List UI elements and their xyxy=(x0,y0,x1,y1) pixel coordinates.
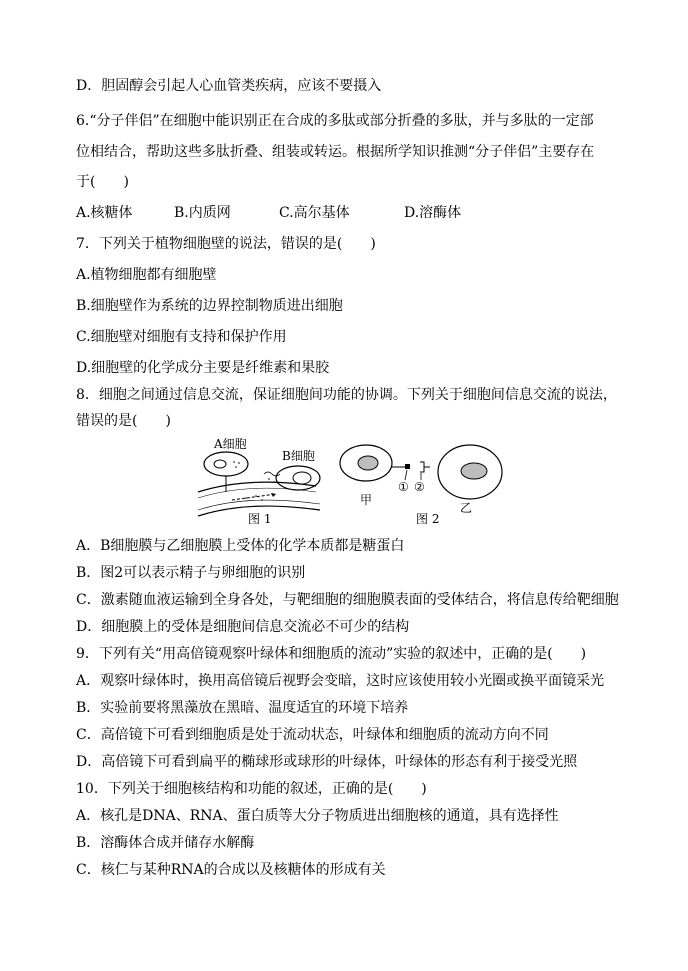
q7-option-d: D.细胞壁的化学成分主要是纤维素和果胶 xyxy=(76,360,330,376)
q6-option-c: C.高尔基体 xyxy=(279,205,350,221)
q6-stem-line3: 于( ) xyxy=(76,174,129,190)
q8-option-d: D．细胞膜上的受体是细胞间信息交流必不可少的结构 xyxy=(76,619,410,635)
q8-option-c: C．激素随血液运输到全身各处，与靶细胞的细胞膜表面的受体结合，将信息传给靶细胞 xyxy=(76,592,619,608)
fig1-label-b-cell: B细胞 xyxy=(282,449,315,463)
q8-option-a: A．B细胞膜与乙细胞膜上受体的化学本质都是糖蛋白 xyxy=(76,538,405,554)
q7-option-b: B.细胞壁作为系统的边界控制物质进出细胞 xyxy=(76,298,343,314)
fig2-cell-jia-nucleus xyxy=(358,456,378,470)
fig1-cell-b xyxy=(276,466,320,490)
q7-option-c: C.细胞壁对细胞有支持和保护作用 xyxy=(76,329,287,345)
fig2-mark-1: ① xyxy=(398,480,409,494)
fig1-label-a-cell: A细胞 xyxy=(214,437,247,451)
q7-option-a: A.植物细胞都有细胞壁 xyxy=(76,267,217,283)
fig1-flow-arrow xyxy=(232,494,276,500)
q8-figure xyxy=(196,434,506,528)
q6-options xyxy=(76,204,636,222)
q9-stem: 9．下列有关“用高倍镜观察叶绿体和细胞质的流动”实验的叙述中，正确的是( ) xyxy=(76,646,587,662)
q9-option-b: B．实验前要将黑藻放在黑暗、温度适宜的环境下培养 xyxy=(76,700,409,716)
fig2-receptor xyxy=(420,462,424,472)
q6-stem-line1: 6.“分子伴侣”在细胞中能识别正在合成的多肽或部分折叠的多肽，并与多肽的一定部 xyxy=(76,113,594,129)
q8-stem-line1: 8．细胞之间通过信息交流，保证细胞间功能的协调。下列关于细胞间信息交流的说法， xyxy=(76,387,617,403)
fig2-mark-2: ② xyxy=(414,480,425,494)
q6-option-a: A.核糖体 xyxy=(76,205,133,221)
fig2-label-jia: 甲 xyxy=(360,493,373,507)
q9-option-c: C．高倍镜下可看到细胞质是处于流动状态，叶绿体和细胞质的流动方向不同 xyxy=(76,727,549,743)
fig2-signal-molecule xyxy=(405,464,410,469)
q6-option-d: D.溶酶体 xyxy=(404,205,462,221)
fig1-caption: 图 1 xyxy=(248,512,272,526)
q8-option-b: B．图2可以表示精子与卵细胞的识别 xyxy=(76,565,306,581)
q10-option-c: C．核仁与某种RNA的合成以及核糖体的形成有关 xyxy=(76,862,386,878)
fig2-caption: 图 2 xyxy=(416,512,440,526)
q7-stem: 7．下列关于植物细胞壁的说法，错误的是( ) xyxy=(76,236,376,252)
q10-option-a: A．核孔是DNA、RNA、蛋白质等大分子物质进出细胞核的通道，具有选择性 xyxy=(76,808,559,824)
q10-stem: 10．下列关于细胞核结构和功能的叙述，正确的是( ) xyxy=(76,781,427,797)
q6-option-b: B.内质网 xyxy=(174,205,231,221)
q6-stem-line2: 位相结合，帮助这些多肽折叠、组装或转运。根据所学知识推测“分子伴侣”主要存在 xyxy=(76,144,595,160)
fig2-label-yi: 乙 xyxy=(460,501,473,515)
fig2-cell-yi-nucleus xyxy=(461,463,487,479)
q5-option-d: D．胆固醇会引起人心血管类疾病，应该不要摄入 xyxy=(76,78,382,94)
q9-option-d: D．高倍镜下可看到扁平的椭球形或球形的叶绿体，叶绿体的形态有利于接受光照 xyxy=(76,754,578,770)
q9-option-a: A．观察叶绿体时，换用高倍镜后视野会变暗，这时应该使用较小光圈或换平面镜采光 xyxy=(76,673,605,689)
q10-option-b: B．溶酶体合成并储存水解酶 xyxy=(76,835,255,851)
q8-stem-line2: 错误的是( ) xyxy=(76,413,171,429)
fig1-cell-b-nucleus xyxy=(293,472,311,484)
fig1-cell-a-nucleus xyxy=(214,460,226,468)
